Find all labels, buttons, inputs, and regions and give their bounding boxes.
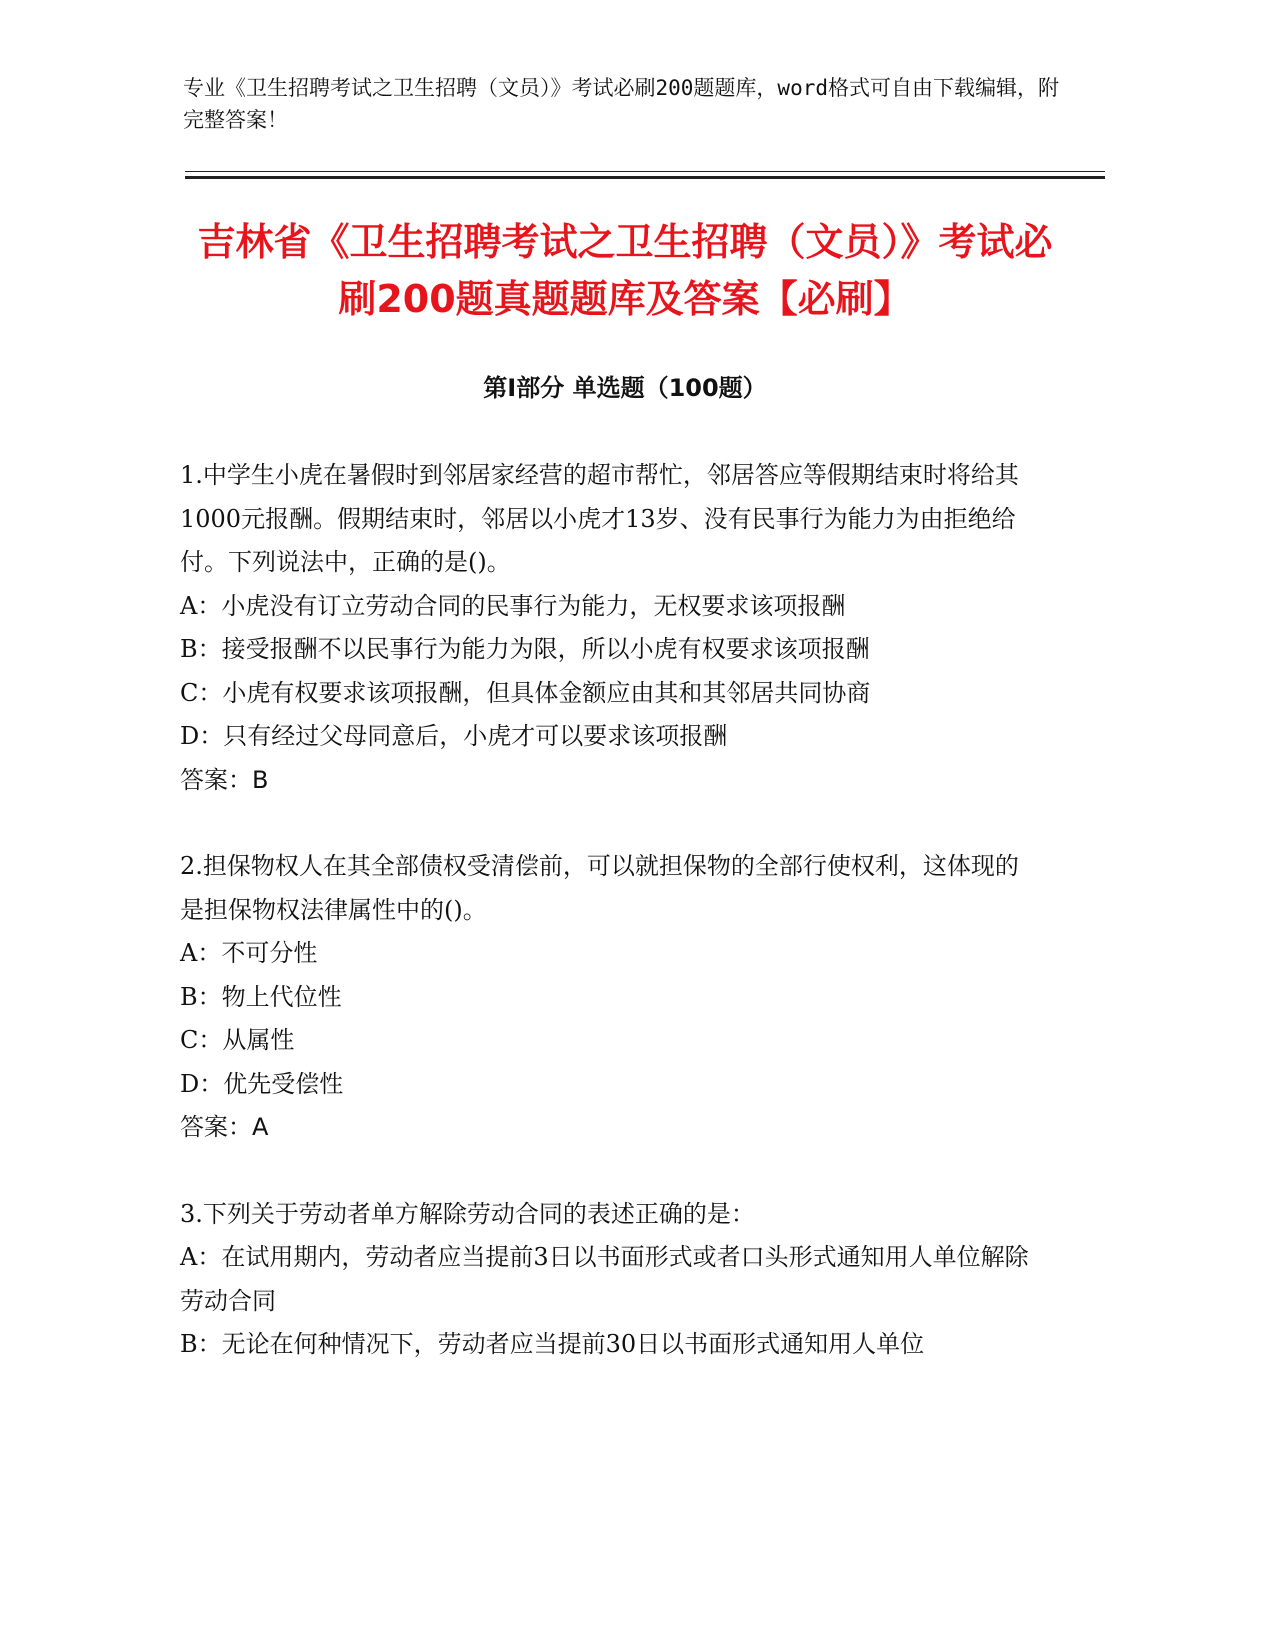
question-text: 2.担保物权人在其全部债权受清偿前，可以就担保物的全部行使权利，这体现的是担保物权法律属性中的()。 (180, 852, 1019, 924)
question-2 (180, 845, 1030, 1150)
option-a: A：不可分性 (180, 939, 318, 967)
option-a: A：小虎没有订立劳动合同的民事行为能力，无权要求该项报酬 (180, 591, 846, 620)
question-text: 1.中学生小虎在暑假时到邻居家经营的超市帮忙，邻居答应等假期结束时将给其1000元报酬。假期结束时，邻居以小虎才13岁、没有民事行为能力为由拒绝给付。下列说法中，正确的是()。 (180, 461, 1019, 576)
header-divider-thin (185, 171, 1105, 172)
header-note: 专业《卫生招聘考试之卫生招聘（文员）》考试必刷200题题库，word格式可自由下载编辑，附完整答案！ (183, 76, 1059, 132)
question-text: 3.下列关于劳动者单方解除劳动合同的表述正确的是： (180, 1199, 755, 1228)
question-3 (180, 1193, 1030, 1367)
header-divider-thick (185, 176, 1105, 179)
option-a: A：在试用期内，劳动者应当提前3日以书面形式或者口头形式通知用人单位解除劳动合同 (180, 1243, 1029, 1315)
section-title: 第Ⅰ部分 单选题（100题） (483, 374, 767, 402)
option-d: D：只有经过父母同意后，小虎才可以要求该项报酬 (180, 722, 728, 750)
document-title: 吉林省《卫生招聘考试之卫生招聘（文员）》考试必刷200题真题题库及答案【必刷】 (197, 220, 1053, 321)
answer: 答案：B (180, 765, 269, 794)
option-b: B：接受报酬不以民事行为能力为限，所以小虎有权要求该项报酬 (180, 635, 870, 663)
option-b: B：物上代位性 (180, 982, 342, 1011)
option-b: B：无论在何种情况下，劳动者应当提前30日以书面形式通知用人单位 (180, 1330, 925, 1358)
question-1 (180, 454, 1030, 802)
answer: 答案：A (180, 1113, 269, 1141)
option-c: C：从属性 (180, 1026, 295, 1054)
option-d: D：优先受偿性 (180, 1069, 344, 1098)
option-c: C：小虎有权要求该项报酬，但具体金额应由其和其邻居共同协商 (180, 678, 871, 707)
question-list (180, 454, 1030, 1410)
